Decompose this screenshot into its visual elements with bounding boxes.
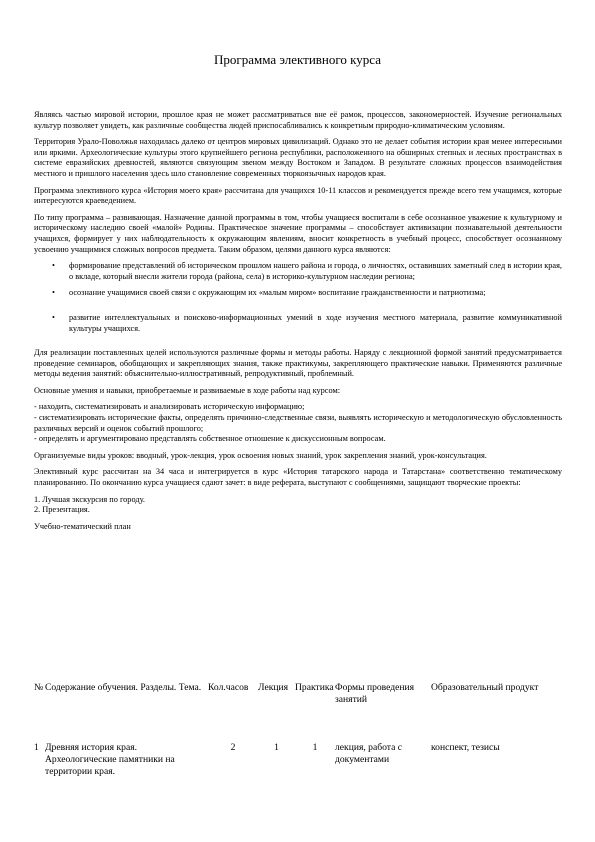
paragraph-audience: Программа элективного курса «История моего края» рассчитана для учащихся 10-11 классов и рекомендуется прежде всего тем учащимся, которые интересуются краеведением. — [34, 185, 562, 206]
table-row — [34, 742, 560, 778]
page-title: Программа элективного курса — [214, 52, 381, 67]
header-num: № — [34, 682, 44, 693]
paragraph-lesson-types: Организуемые виды уроков: вводный, урок-лекция, урок освоения новых знаний, урок закрепления знаний, урок-консультация. — [34, 450, 487, 460]
paragraph-methods: Для реализации поставленных целей используются различные формы и методы работы. Наряду с лекционной формой занятий предусматривается проведение семинаров, обобщающих и закрепляющих знания, также практикумы, закрепляющего практические навыки. Применяются различные методы ведения занятий: объяснительно-иллюстративный, репродуктивный, проблемный. — [34, 348, 562, 379]
cell-hours: 2 — [230, 742, 236, 753]
paragraph-territory: Территория Урало-Поволжья находилась далеко от центров мировых цивилизаций. Однако это не делает события истории края менее интересными или яркими. Археологические культуры этого крупнейшего региона республики, расположенного на обширных степных и лесных пространствах в системе евразийских древностей, являются связующим звеном между Востоком и Западом. В результате сложных процессов взаимодействия местного и пришлого населения здесь шло становление современных тюркоязычных народов края. — [34, 137, 562, 178]
header-product: Образовательный продукт — [431, 682, 539, 693]
cell-lectures: 1 — [274, 742, 279, 753]
list-item: 1. Лучшая экскурсия по городу. — [34, 494, 145, 504]
cell-topic: Древняя история края. Археологические памятники на территории края. — [45, 742, 175, 777]
list-item-text: формирование представлений об историческом прошлом нашего района и города, о личностях, оставивших заметный след в истории края, о вкладе, который внесли жители города (района, села) в историко-культурном наследии региона; — [69, 261, 562, 281]
paragraph-course-hours: Элективный курс рассчитан на 34 часа и интегрируется в курс «История татарского народа и Татарстана» соответственно тематическому планированию. По окончанию курса учащиеся сдают зачет: в виде реферата, выступают с сообщениями, защищают творческие проекты: — [34, 467, 562, 488]
header-lectures: Лекция — [258, 682, 289, 693]
plan-label: Учебно-тематический план — [34, 521, 131, 531]
cell-product: конспект, тезисы — [431, 742, 500, 753]
document-body — [34, 110, 562, 538]
list-item-text: осознание учащимися своей связи с окружающим их «малым миром» воспитание гражданственности и патриотизма; — [69, 288, 486, 298]
list-item — [34, 313, 562, 334]
list-item: - определять и аргументировано представлять собственное отношение к дискуссионным вопросам. — [34, 434, 386, 444]
header-practice: Практика — [295, 682, 334, 693]
skills-list — [34, 402, 562, 444]
cell-num: 1 — [34, 742, 39, 753]
header-hours: Кол.часов — [208, 682, 249, 693]
list-item-text: развитие интеллектуальных и поисково-информационных умений в ходе изучения местного материала, развитие коммуникативной культуры учащихся. — [69, 312, 562, 333]
list-item: - систематизировать исторические факты, определять причинно-следственные связи, выявлять историческую и методологическую обусловленность различных версий и оценок событий прошлого; — [34, 413, 562, 433]
bullet-icon: • — [52, 261, 55, 271]
table-header-row — [34, 682, 560, 742]
list-item — [34, 288, 562, 299]
thematic-plan-table — [34, 682, 560, 778]
cell-practice: 1 — [312, 742, 318, 753]
projects-list — [34, 495, 562, 516]
list-item — [34, 261, 562, 282]
paragraph-skills-intro: Основные умения и навыки, приобретаемые и развиваемые в ходе работы над курсом: — [34, 385, 341, 395]
bullet-icon: • — [52, 288, 55, 298]
paragraph-intro: Являясь частью мировой истории, прошлое края не может рассматриваться вне её рамок, процессов, закономерностей. Изучение региональных культур позволяет увидеть, как различные сообщества людей приспосабливались к конкретным природно-климатическим условиям. — [34, 110, 562, 130]
goals-list — [34, 261, 562, 334]
header-form: Формы проведения занятий — [335, 682, 415, 705]
header-topic: Содержание обучения. Разделы. Тема. — [45, 682, 202, 693]
paragraph-purpose: По типу программа – развивающая. Назначение данной программы в том, чтобы учащиеся воспитали в себе осознанное уважение к культурному и историческому наследию своей «малой» Родины. Практическое значение программы – способствует активизации познавательной деятельности учащихся, формирует у них наблюдательность к окружающим явлениям, вносит конкретность в учебный процесс, способствует осознанному усвоению учащимися сложных вопросов предмета. Таким образом, целями данного курса являются: — [34, 212, 562, 254]
cell-form: лекция, работа с документами — [335, 742, 403, 765]
list-item: 2. Презентация. — [34, 505, 90, 515]
list-item: - находить, систематизировать и анализировать историческую информацию; — [34, 402, 305, 412]
bullet-icon: • — [52, 312, 55, 322]
